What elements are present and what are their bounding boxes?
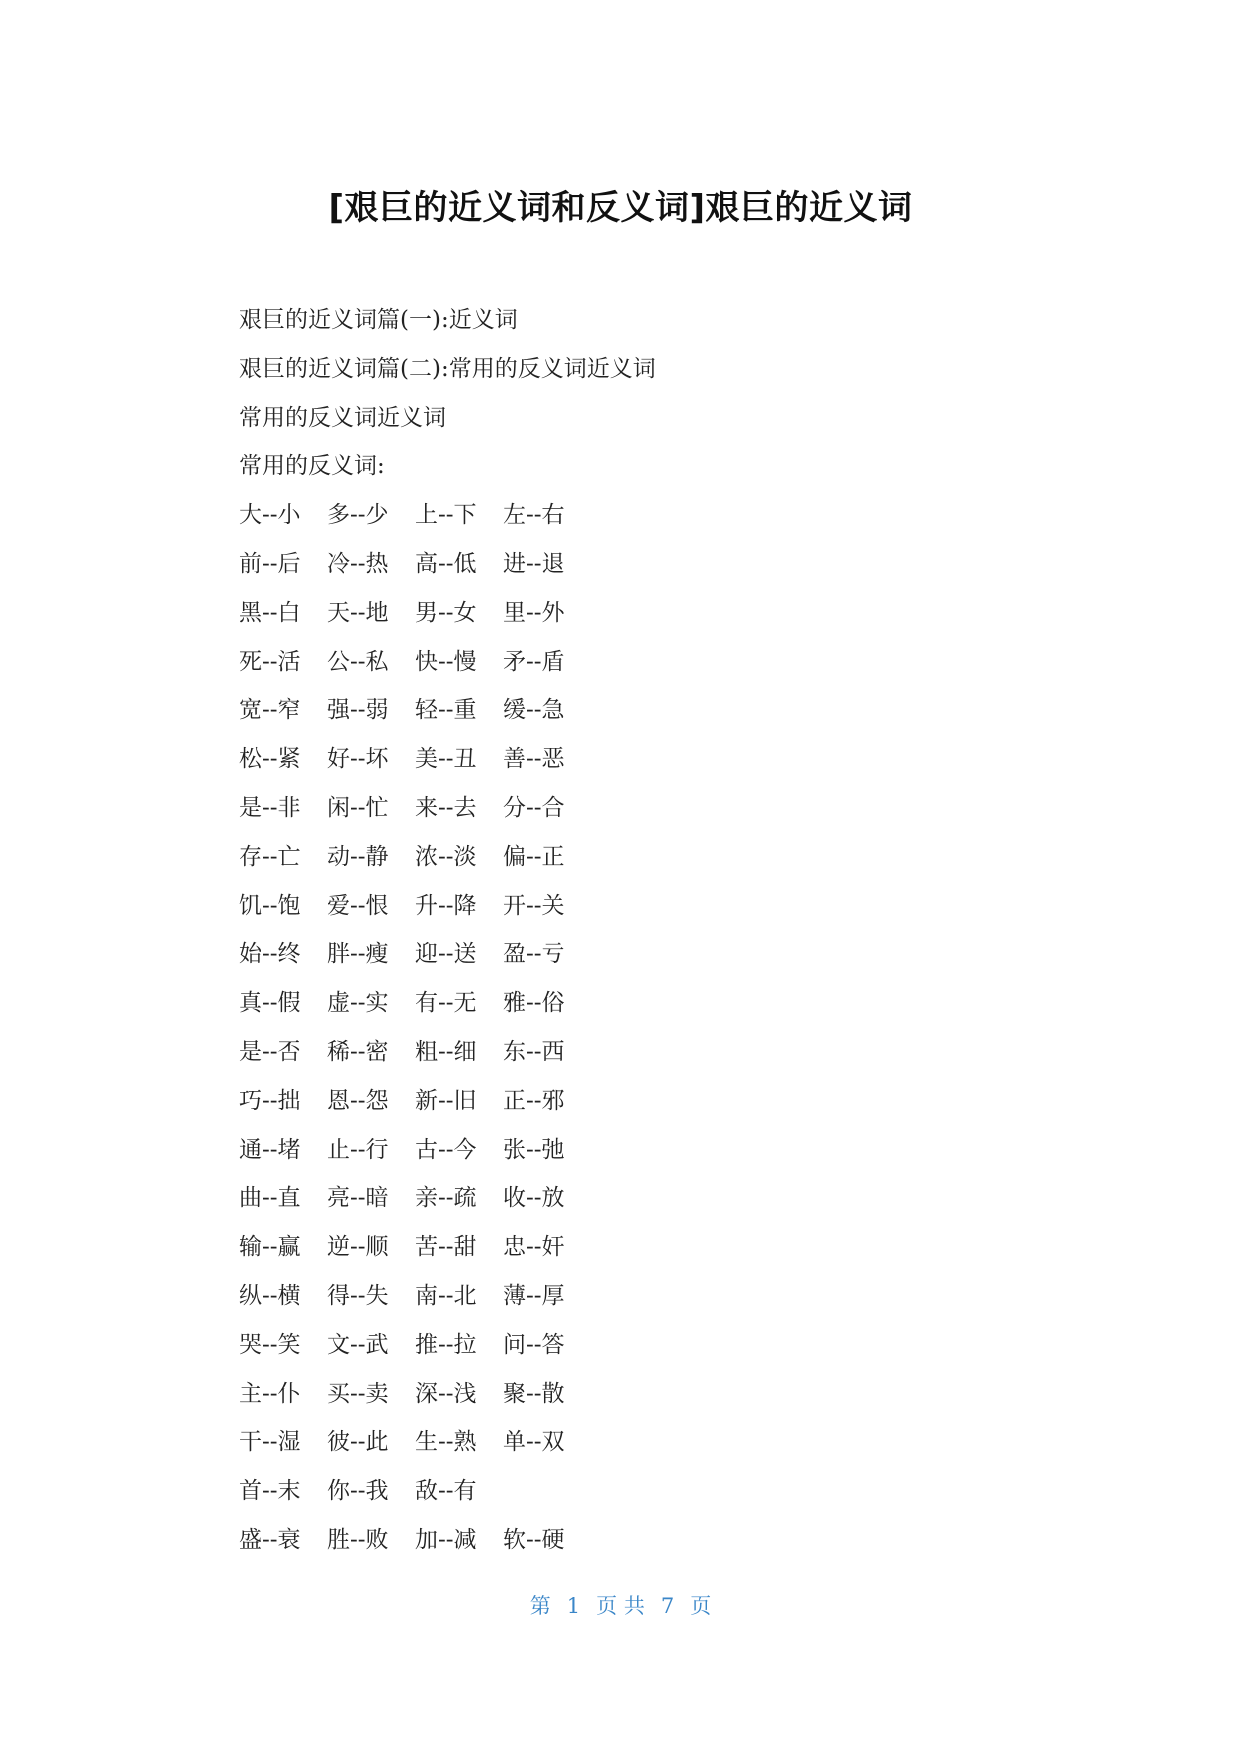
footer-label-of: 页 共 xyxy=(596,1594,645,1618)
antonym-pair: 宽--窄 xyxy=(239,697,301,724)
antonym-pair: 来--去 xyxy=(415,794,477,821)
antonym-pair: 软--硬 xyxy=(503,1526,565,1553)
antonym-pair: 彼--此 xyxy=(327,1429,389,1456)
antonym-pair: 迎--送 xyxy=(415,941,477,968)
antonym-pair: 盈--亏 xyxy=(503,941,565,968)
antonym-pair: 单--双 xyxy=(503,1429,565,1456)
antonym-pair: 聚--散 xyxy=(503,1380,565,1407)
antonym-pair: 是--非 xyxy=(239,794,301,821)
footer-current-page: 1 xyxy=(566,1594,581,1618)
antonym-pair: 公--私 xyxy=(327,648,389,675)
antonym-pair: 快--慢 xyxy=(415,648,477,675)
antonym-row xyxy=(239,930,1039,979)
antonym-pair: 问--答 xyxy=(503,1331,565,1358)
antonym-pair: 死--活 xyxy=(239,648,301,675)
antonym-row xyxy=(239,784,1039,833)
antonym-pair: 曲--直 xyxy=(239,1185,301,1212)
antonym-pair: 前--后 xyxy=(239,550,301,577)
antonym-row xyxy=(239,882,1039,931)
antonym-pair: 矛--盾 xyxy=(503,648,565,675)
antonym-pair: 缓--急 xyxy=(503,697,565,724)
footer-total-pages: 7 xyxy=(660,1594,675,1618)
antonym-pair: 进--退 xyxy=(503,550,565,577)
antonym-row xyxy=(239,1174,1039,1223)
antonym-pair: 动--静 xyxy=(327,843,389,870)
antonym-pair: 得--失 xyxy=(327,1282,389,1309)
antonym-row xyxy=(239,491,1039,540)
antonym-pair: 输--赢 xyxy=(239,1234,301,1261)
antonym-row xyxy=(239,735,1039,784)
antonym-pair: 苦--甜 xyxy=(415,1234,477,1261)
antonym-pair: 大--小 xyxy=(239,502,301,529)
antonym-pair: 闲--忙 xyxy=(327,794,389,821)
antonym-pair: 黑--白 xyxy=(239,599,301,626)
antonym-pair: 饥--饱 xyxy=(239,892,301,919)
antonym-row xyxy=(239,1223,1039,1272)
antonym-row xyxy=(239,1126,1039,1175)
paragraph: 艰巨的近义词篇(一):近义词 xyxy=(239,307,518,333)
page-footer xyxy=(0,1590,1241,1620)
antonym-pair: 升--降 xyxy=(415,892,477,919)
antonym-pair: 雅--俗 xyxy=(503,990,565,1017)
antonym-row xyxy=(239,1028,1039,1077)
antonym-row xyxy=(239,589,1039,638)
antonym-pair: 薄--厚 xyxy=(503,1282,565,1309)
antonym-pair: 男--女 xyxy=(415,599,477,626)
antonym-pair: 亮--暗 xyxy=(327,1185,389,1212)
antonym-pair: 天--地 xyxy=(327,599,389,626)
antonym-pair: 始--终 xyxy=(239,941,301,968)
antonym-pair: 主--仆 xyxy=(239,1380,301,1407)
antonym-pair: 好--坏 xyxy=(327,746,389,773)
antonym-pair: 是--否 xyxy=(239,1038,301,1065)
antonym-pair: 高--低 xyxy=(415,550,477,577)
antonym-pair: 文--武 xyxy=(327,1331,389,1358)
antonym-pair: 轻--重 xyxy=(415,697,477,724)
antonym-pair: 善--恶 xyxy=(503,746,565,773)
antonym-row xyxy=(239,686,1039,735)
antonym-row xyxy=(239,1077,1039,1126)
antonym-row xyxy=(239,1516,1039,1565)
antonym-pair: 古--今 xyxy=(415,1136,477,1163)
paragraph: 艰巨的近义词篇(二):常用的反义词近义词 xyxy=(239,355,656,382)
antonym-pair: 纵--横 xyxy=(239,1282,301,1309)
antonym-pair: 你--我 xyxy=(327,1478,389,1505)
antonym-pair: 稀--密 xyxy=(327,1038,389,1065)
antonym-pair: 推--拉 xyxy=(415,1331,477,1358)
document-title: [艰巨的近义词和反义词]艰巨的近义词 xyxy=(328,188,913,228)
antonym-pair: 忠--奸 xyxy=(503,1234,565,1261)
antonym-pair: 通--堵 xyxy=(239,1136,301,1163)
antonym-pair: 收--放 xyxy=(503,1185,565,1212)
antonym-row xyxy=(239,638,1039,687)
antonym-pair: 东--西 xyxy=(503,1038,565,1065)
antonym-pair: 多--少 xyxy=(327,502,389,529)
antonym-pair: 首--末 xyxy=(239,1478,301,1505)
antonym-pair: 张--弛 xyxy=(503,1136,565,1163)
antonym-pair: 松--紧 xyxy=(239,746,301,773)
antonym-pair: 新--旧 xyxy=(415,1087,477,1114)
antonym-pair: 开--关 xyxy=(503,892,565,919)
antonym-pair: 南--北 xyxy=(415,1282,477,1309)
antonym-pair: 虚--实 xyxy=(327,990,389,1017)
antonym-pair: 左--右 xyxy=(503,502,565,529)
antonym-pair: 哭--笑 xyxy=(239,1331,301,1358)
antonym-list xyxy=(239,491,1039,1565)
antonym-pair: 逆--顺 xyxy=(327,1234,389,1261)
antonym-row xyxy=(239,833,1039,882)
antonym-pair: 胖--瘦 xyxy=(327,941,389,968)
antonym-pair: 强--弱 xyxy=(327,697,389,724)
antonym-pair: 加--减 xyxy=(415,1526,477,1553)
footer-label-end: 页 xyxy=(690,1594,712,1618)
paragraph: 常用的反义词近义词 xyxy=(239,404,446,431)
antonym-pair: 爱--恨 xyxy=(327,892,389,919)
antonym-pair: 亲--疏 xyxy=(415,1185,477,1212)
antonym-pair: 干--湿 xyxy=(239,1429,301,1456)
antonym-row xyxy=(239,1418,1039,1467)
antonym-pair: 浓--淡 xyxy=(415,843,477,870)
antonym-pair: 冷--热 xyxy=(327,550,389,577)
antonym-pair: 美--丑 xyxy=(415,746,477,773)
antonym-row xyxy=(239,1370,1039,1419)
antonym-row xyxy=(239,1272,1039,1321)
antonym-pair: 敌--有 xyxy=(415,1478,477,1505)
antonym-row xyxy=(239,979,1039,1028)
antonym-pair: 正--邪 xyxy=(503,1087,565,1114)
footer-label-page: 第 xyxy=(529,1594,551,1618)
antonym-pair: 粗--细 xyxy=(415,1038,477,1065)
antonym-pair: 恩--怨 xyxy=(327,1087,389,1114)
antonym-pair: 里--外 xyxy=(503,599,565,626)
document-body xyxy=(239,296,1039,1565)
antonym-pair: 存--亡 xyxy=(239,843,301,870)
antonym-row xyxy=(239,540,1039,589)
antonym-row xyxy=(239,1321,1039,1370)
antonym-row xyxy=(239,1467,1039,1516)
paragraph: 常用的反义词: xyxy=(239,453,385,480)
antonym-pair: 买--卖 xyxy=(327,1380,389,1407)
antonym-pair: 偏--正 xyxy=(503,843,565,870)
antonym-pair: 盛--衰 xyxy=(239,1526,301,1553)
antonym-pair: 有--无 xyxy=(415,990,477,1017)
antonym-pair: 生--熟 xyxy=(415,1429,477,1456)
antonym-pair: 上--下 xyxy=(415,502,477,529)
antonym-pair: 真--假 xyxy=(239,990,301,1017)
antonym-pair: 分--合 xyxy=(503,794,565,821)
antonym-pair: 深--浅 xyxy=(415,1380,477,1407)
antonym-pair: 巧--拙 xyxy=(239,1087,301,1114)
antonym-pair: 止--行 xyxy=(327,1136,389,1163)
antonym-pair: 胜--败 xyxy=(327,1526,389,1553)
